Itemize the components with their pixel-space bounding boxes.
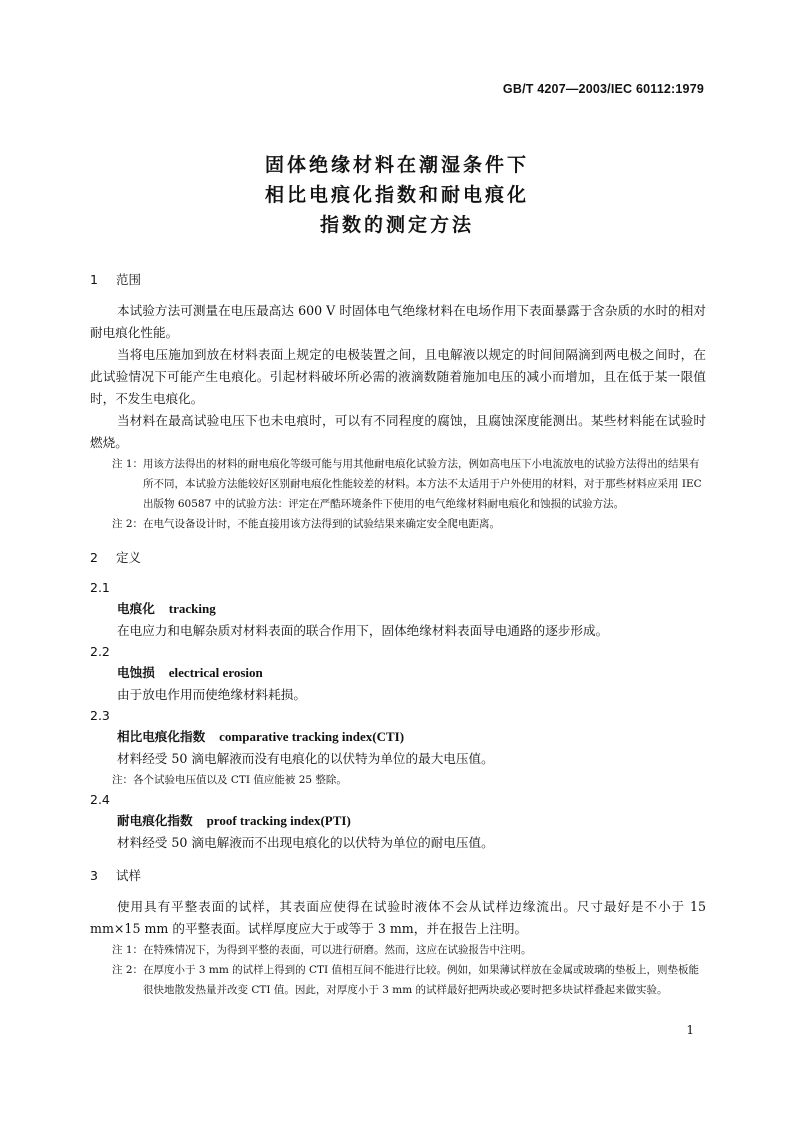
note-label: 注 1： [112, 944, 144, 956]
term [117, 598, 706, 620]
term-cn: 电蚀损 [117, 665, 155, 680]
paragraph: 本试验方法可测量在电压最高达 600 V 时固体电气绝缘材料在电场作用下表面暴露于含杂质的水时的相对耐电痕化性能。 [90, 303, 706, 340]
section-number: 1 [90, 272, 98, 287]
note-text: 在电气设备设计时，不能直接用该方法得到的试验结果来确定安全爬电距离。 [143, 518, 501, 530]
standard-code: GB/T 4207—2003/IEC 60112:1979 [502, 82, 704, 96]
note-label: 注 2： [112, 518, 144, 530]
term [117, 726, 706, 748]
clause-number: 2.4 [90, 792, 110, 807]
section-3-heading [90, 866, 706, 886]
title-line-2: 相比电痕化指数和耐电痕化 [264, 184, 529, 206]
definition: 材料经受 50 滴电解液而没有电痕化的以伏特为单位的最大电压值。 [117, 751, 494, 766]
section-number: 2 [90, 550, 98, 565]
term-en: proof tracking index(PTI) [206, 813, 351, 828]
section-number: 3 [90, 868, 98, 883]
term-en: electrical erosion [168, 665, 263, 680]
section-1-heading [90, 270, 706, 290]
clause-number: 2.2 [90, 644, 110, 659]
clause-number: 2.1 [90, 580, 110, 595]
section-title: 范围 [116, 272, 142, 287]
note-text: 在特殊情况下，为得到平整的表面，可以进行研磨。然而，这应在试验报告中注明。 [143, 944, 532, 956]
note-label: 注 2： [112, 964, 144, 976]
term-en: comparative tracking index(CTI) [219, 729, 405, 744]
note-text: 在厚度小于 3 mm 的试样上得到的 CTI 值相互间不能进行比较。例如，如果薄试样放在金属或玻璃的垫板上，则垫板能很快地散发热量并改变 CTI 值。因此，对厚度小于 3 mm 的试样最好把两块或必要时把多块试样叠起来做实验。 [143, 964, 699, 996]
definition: 由于放电作用而使绝缘材料耗损。 [117, 687, 306, 702]
definition: 材料经受 50 滴电解液而不出现电痕化的以伏特为单位的耐电压值。 [117, 835, 494, 850]
paragraph: 使用具有平整表面的试样，其表面应使得在试验时液体不会从试样边缘流出。尺寸最好是不小于 15 mm×15 mm 的平整表面。试样厚度应大于或等于 3 mm，并在报告上注明。 [90, 899, 706, 936]
document-title [0, 150, 794, 240]
document-body [90, 270, 706, 1000]
note [112, 454, 706, 514]
section-title: 试样 [116, 868, 142, 883]
term-en: tracking [168, 601, 216, 616]
section-2-heading [90, 548, 706, 568]
definition: 在电应力和电解杂质对材料表面的联合作用下，固体绝缘材料表面导电通路的逐步形成。 [117, 623, 609, 638]
paragraph: 当将电压施加到放在材料表面上规定的电极装置之间，且电解液以规定的时间间隔滴到两电极之间时，在此试验情况下可能产生电痕化。引起材料破坏所必需的液滴数随着施加电压的减小而增加，且在低于某一限值时，不发生电痕化。 [90, 347, 706, 406]
title-line-1: 固体绝缘材料在潮湿条件下 [264, 154, 529, 176]
note [112, 940, 706, 960]
term [117, 662, 706, 684]
page-number: 1 [686, 1023, 694, 1037]
term [117, 810, 706, 832]
note-text: 用该方法得出的材料的耐电痕化等级可能与用其他耐电痕化试验方法，例如高电压下小电流放电的试验方法得出的结果有所不同，本试验方法能较好区别耐电痕化性能较差的材料。本方法不太适用于户外使用的材料，对于那些材料应采用 IEC 出版物 60587 中的试验方法：评定在严酷环境条件下使用的电气绝缘材料耐电痕化和蚀损的试验方法。 [143, 458, 702, 510]
term-cn: 耐电痕化指数 [117, 813, 193, 828]
term-cn: 相比电痕化指数 [117, 729, 206, 744]
note [112, 960, 706, 1000]
paragraph: 当材料在最高试验电压下也未电痕时，可以有不同程度的腐蚀，且腐蚀深度能测出。某些材料能在试验时燃烧。 [90, 413, 706, 450]
title-line-3: 指数的测定方法 [319, 214, 474, 236]
term-cn: 电痕化 [117, 601, 155, 616]
note [112, 514, 706, 534]
note-label: 注 1： [112, 458, 144, 470]
clause-number: 2.3 [90, 708, 110, 723]
note: 注：各个试验电压值以及 CTI 值应能被 25 整除。 [112, 774, 347, 786]
section-title: 定义 [116, 550, 142, 565]
